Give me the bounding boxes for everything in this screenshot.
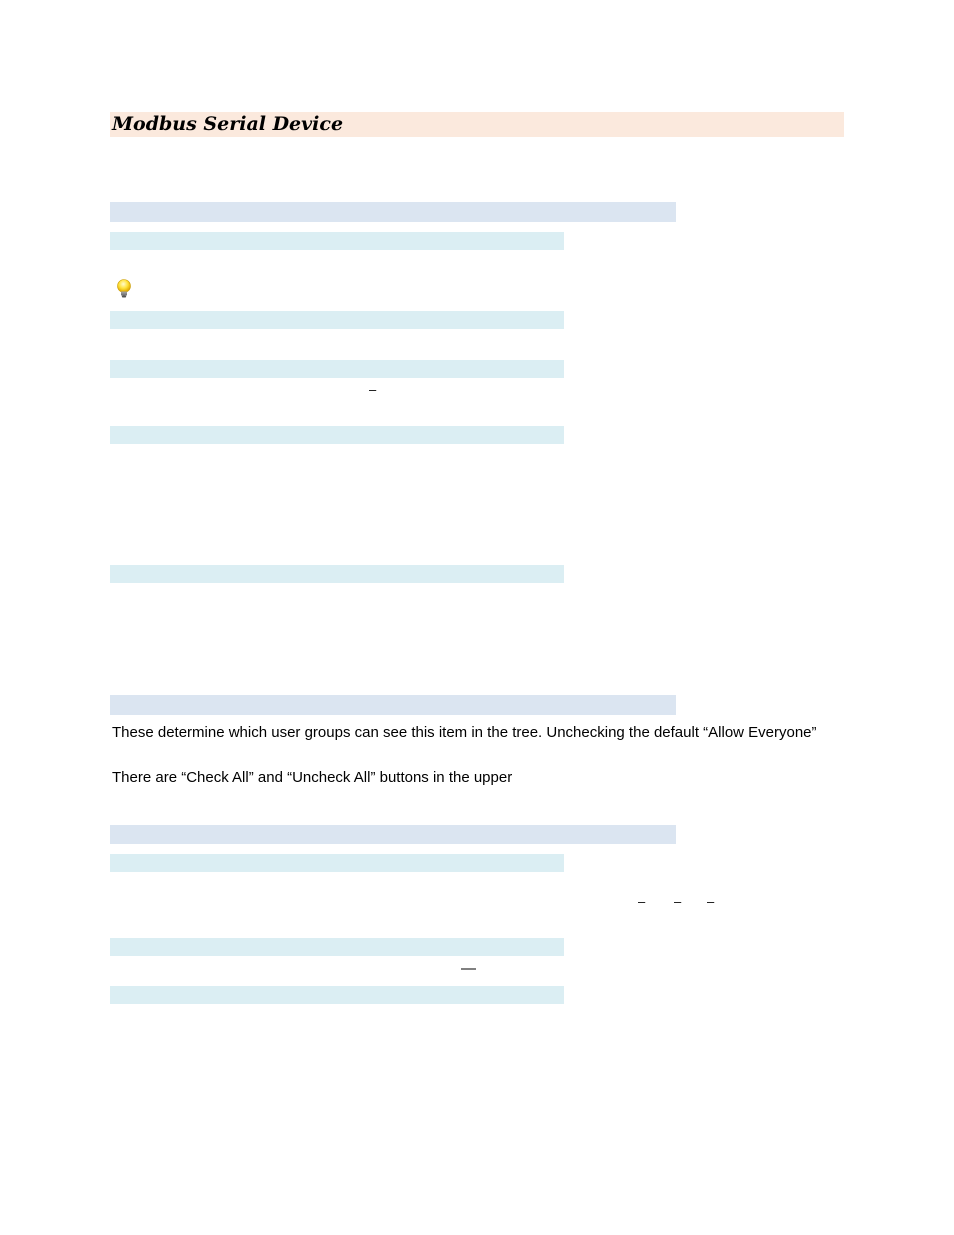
emdash-mark: — xyxy=(461,960,476,977)
subsection-heading-bar xyxy=(110,938,564,956)
subsection-heading-bar xyxy=(110,426,564,444)
subsection-heading-bar xyxy=(110,360,564,378)
subsection-heading-bar xyxy=(110,311,564,329)
check-buttons-paragraph: There are “Check All” and “Uncheck All” buttons in the upper xyxy=(112,769,513,786)
visibility-paragraph: These determine which user groups can see this item in the tree. Unchecking the default “Allow Everyone” xyxy=(112,724,817,741)
section-heading-bar xyxy=(110,825,676,844)
subsection-heading-bar xyxy=(110,854,564,872)
page-title: Modbus Serial Device xyxy=(112,113,344,135)
subsection-heading-bar xyxy=(110,565,564,583)
section-heading-bar xyxy=(110,202,676,222)
subsection-heading-bar xyxy=(110,986,564,1004)
section-heading-bar xyxy=(110,695,676,715)
dash-mark: – xyxy=(674,894,682,909)
dash-mark: – xyxy=(707,894,715,909)
dash-mark: – xyxy=(369,382,377,397)
subsection-heading-bar xyxy=(110,232,564,250)
dash-mark: – xyxy=(638,894,646,909)
lightbulb-icon xyxy=(114,278,134,300)
section-title-band xyxy=(110,112,844,137)
